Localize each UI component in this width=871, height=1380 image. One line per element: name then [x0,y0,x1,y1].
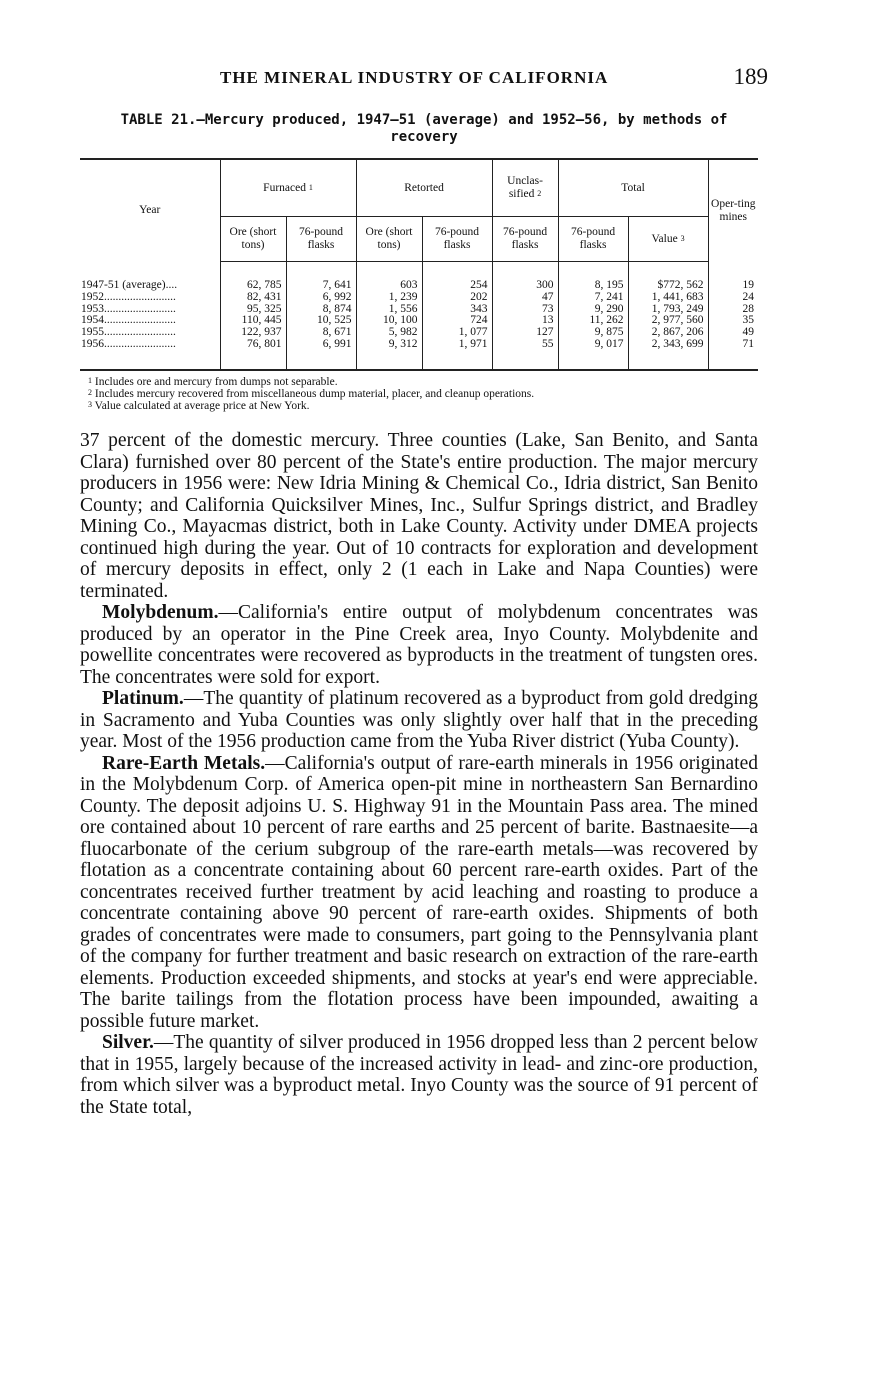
cell-value: 1, 441, 683 [628,292,708,304]
paragraph-text: —The quantity of platinum recovered as a byproduct from gold dredging in Sacramento and Yuba Counties was only slightly over half that in the preceding year. Most of the 1956 production came from the Yuba River district (Yuba County). [80,688,758,752]
running-title: THE MINERAL INDUSTRY OF CALIFORNIA [220,68,609,87]
page-number: 189 [733,64,768,89]
cell-furnaced-ore: 110, 445 [220,315,286,327]
cell-year: 1952......................... [81,291,176,303]
cell-retorted-ore: 1, 239 [356,292,422,304]
cell-year: 1954......................... [81,315,176,327]
footnote-2 [88,388,768,400]
cell-value: 2, 977, 560 [628,315,708,327]
cell-furnaced-flasks: 6, 991 [286,339,356,370]
cell-unclassified: 73 [492,304,558,316]
cell-year: 1955......................... [81,327,176,339]
header-unclassified-flasks: 76-pound flasks [492,217,558,262]
footnote-mark: 1 [88,376,92,385]
cell-furnaced-ore: 82, 431 [220,292,286,304]
header-furnaced-label: Furnaced [263,181,306,194]
paragraph-text: —The quantity of silver produced in 1956 dropped less than 2 percent below that in 1955, largely because of the increased activity in lead- and zinc-ore production, from which silver was a byproduct metal. Inyo County was the source of 91 percent of the State total, [80,1032,758,1118]
cell-unclassified: 13 [492,315,558,327]
footnote-ref: 2 [537,189,542,198]
mercury-production-table [80,158,758,371]
cell-total-flasks: 9, 290 [558,304,628,316]
cell-retorted-flasks: 1, 971 [422,339,492,370]
header-retorted-flasks: 76-pound flasks [422,217,492,262]
cell-retorted-ore: 603 [356,262,422,292]
cell-furnaced-flasks: 7, 641 [286,262,356,292]
header-furnaced [220,159,356,217]
paragraph-platinum [80,688,758,753]
footnote-1 [88,376,768,388]
paragraph-mercury-continued: 37 percent of the domestic mercury. Three counties (Lake, San Benito, and Santa Clara) furnished over 80 percent of the State's entire production. The major mercury producers in 1956 were: New Idria Mining & Chemical Co., Idria district, San Benito County; and California Quicksilver Mines, Inc., Sulfur Springs district, and Bradley Mining Co., Mayacmas district, both in Lake County. Activity under DMEA projects continued high during the year. Out of 10 contracts for exploration and development of mercury deposits in effect, only 2 (1 each in Lake and Napa Counties) were terminated. [80,430,758,602]
table-footnotes [88,376,768,412]
footnote-mark: 3 [88,400,92,409]
cell-retorted-flasks: 724 [422,315,492,327]
paragraph-rare-earth-metals [80,753,758,1033]
cell-retorted-ore: 1, 556 [356,304,422,316]
cell-mines: 19 [708,262,758,292]
cell-unclassified: 300 [492,262,558,292]
cell-retorted-flasks: 254 [422,262,492,292]
header-retorted: Retorted [356,159,492,217]
header-value [628,217,708,262]
header-total: Total [558,159,708,217]
header-value-label: Value [651,232,678,245]
cell-total-flasks: 11, 262 [558,315,628,327]
header-furnaced-ore: Ore (short tons) [220,217,286,262]
cell-furnaced-flasks: 8, 671 [286,327,356,339]
table-caption-line-2: recovery [390,129,458,145]
cell-total-flasks: 9, 017 [558,339,628,370]
cell-value: 2, 343, 699 [628,339,708,370]
cell-year: 1947-51 (average).... [81,278,178,291]
cell-value: 2, 867, 206 [628,327,708,339]
cell-value: 1, 793, 249 [628,304,708,316]
heading-platinum: Platinum. [102,688,184,709]
heading-rare-earth-metals: Rare-Earth Metals. [102,752,266,774]
cell-unclassified: 55 [492,339,558,370]
table-caption [84,112,764,146]
footnote-ref: 3 [680,233,685,243]
cell-year: 1956......................... [81,338,176,350]
table-row [80,339,758,370]
header-year: Year [80,159,220,262]
header-furnaced-flasks: 76-pound flasks [286,217,356,262]
cell-year: 1953......................... [81,303,176,315]
cell-retorted-ore: 10, 100 [356,315,422,327]
cell-unclassified: 127 [492,327,558,339]
footnote-mark: 2 [88,388,92,397]
running-head [80,64,780,94]
cell-mines: 49 [708,327,758,339]
cell-total-flasks: 7, 241 [558,292,628,304]
table-row [80,292,758,304]
cell-furnaced-flasks: 8, 874 [286,304,356,316]
cell-furnaced-flasks: 6, 992 [286,292,356,304]
cell-retorted-flasks: 343 [422,304,492,316]
cell-mines: 28 [708,304,758,316]
cell-value: $772, 562 [628,262,708,292]
paragraph-molybdenum [80,602,758,688]
cell-retorted-ore: 5, 982 [356,327,422,339]
header-total-flasks: 76-pound flasks [558,217,628,262]
cell-total-flasks: 9, 875 [558,327,628,339]
cell-retorted-flasks: 202 [422,292,492,304]
paragraph-text: —California's output of rare-earth minerals in 1956 originated in the Molybdenum Corp. of America open-pit mine in northeastern San Bernardino County. The deposit adjoins U. S. Highway 91 in the Mountain Pass area. The mined ore contained about 10 percent of rare earths and 25 percent of barite. Bastnaesite—a fluocarbonate of the cerium subgroup of the rare-earth metals—was recovered by flotation as a concentrate containing about 60 percent rare-earth oxides. Part of the concentrates received further treatment by acid leaching and roasting to produce a concentrate containing above 90 percent of rare-earth oxides. Shipments of both grades of concentrates were made to consumers, part going to the Pennsylvania plant of the company for further treatment and basic research on extraction of the rare-earth elements. Production exceeded shipments, and stocks at year's end were appreciable. The barite tailings from the flotation process have been impounded, awaiting a possible future market. [80,752,759,1032]
paragraph-silver [80,1032,758,1118]
cell-unclassified: 47 [492,292,558,304]
header-retorted-ore: Ore (short tons) [356,217,422,262]
heading-silver: Silver. [102,1032,154,1053]
cell-mines: 35 [708,315,758,327]
cell-total-flasks: 8, 195 [558,262,628,292]
table-caption-line-1: TABLE 21.—Mercury produced, 1947–51 (average) and 1952–56, by methods of [120,112,728,128]
cell-retorted-flasks: 1, 077 [422,327,492,339]
table-row [80,262,758,292]
cell-furnaced-ore: 122, 937 [220,327,286,339]
cell-furnaced-flasks: 10, 525 [286,315,356,327]
paragraph-text: —California's entire output of molybdenum concentrates was produced by an operator in the Pine Creek area, Inyo County. Molybdenite and powellite concentrates were recovered as byproducts in the treatment of tungsten ores. The concentrates were sold for export. [80,602,758,688]
header-operating-mines: Oper-ting mines [708,159,758,262]
header-unclassified-label: Unclas-sified [507,175,543,200]
footnote-text: Includes ore and mercury from dumps not separable. [94,376,338,388]
header-unclassified [492,159,558,217]
heading-molybdenum: Molybdenum. [102,602,219,623]
footnote-text: Value calculated at average price at New York. [94,400,310,412]
footnote-text: Includes mercury recovered from miscellaneous dump material, placer, and cleanup operations. [94,388,535,400]
cell-mines: 71 [708,339,758,370]
footnote-3 [88,400,768,412]
cell-mines: 24 [708,292,758,304]
footnote-ref: 1 [308,182,313,192]
cell-furnaced-ore: 76, 801 [220,339,286,370]
cell-furnaced-ore: 95, 325 [220,304,286,316]
body-text [80,430,758,1118]
cell-furnaced-ore: 62, 785 [220,262,286,292]
cell-retorted-ore: 9, 312 [356,339,422,370]
